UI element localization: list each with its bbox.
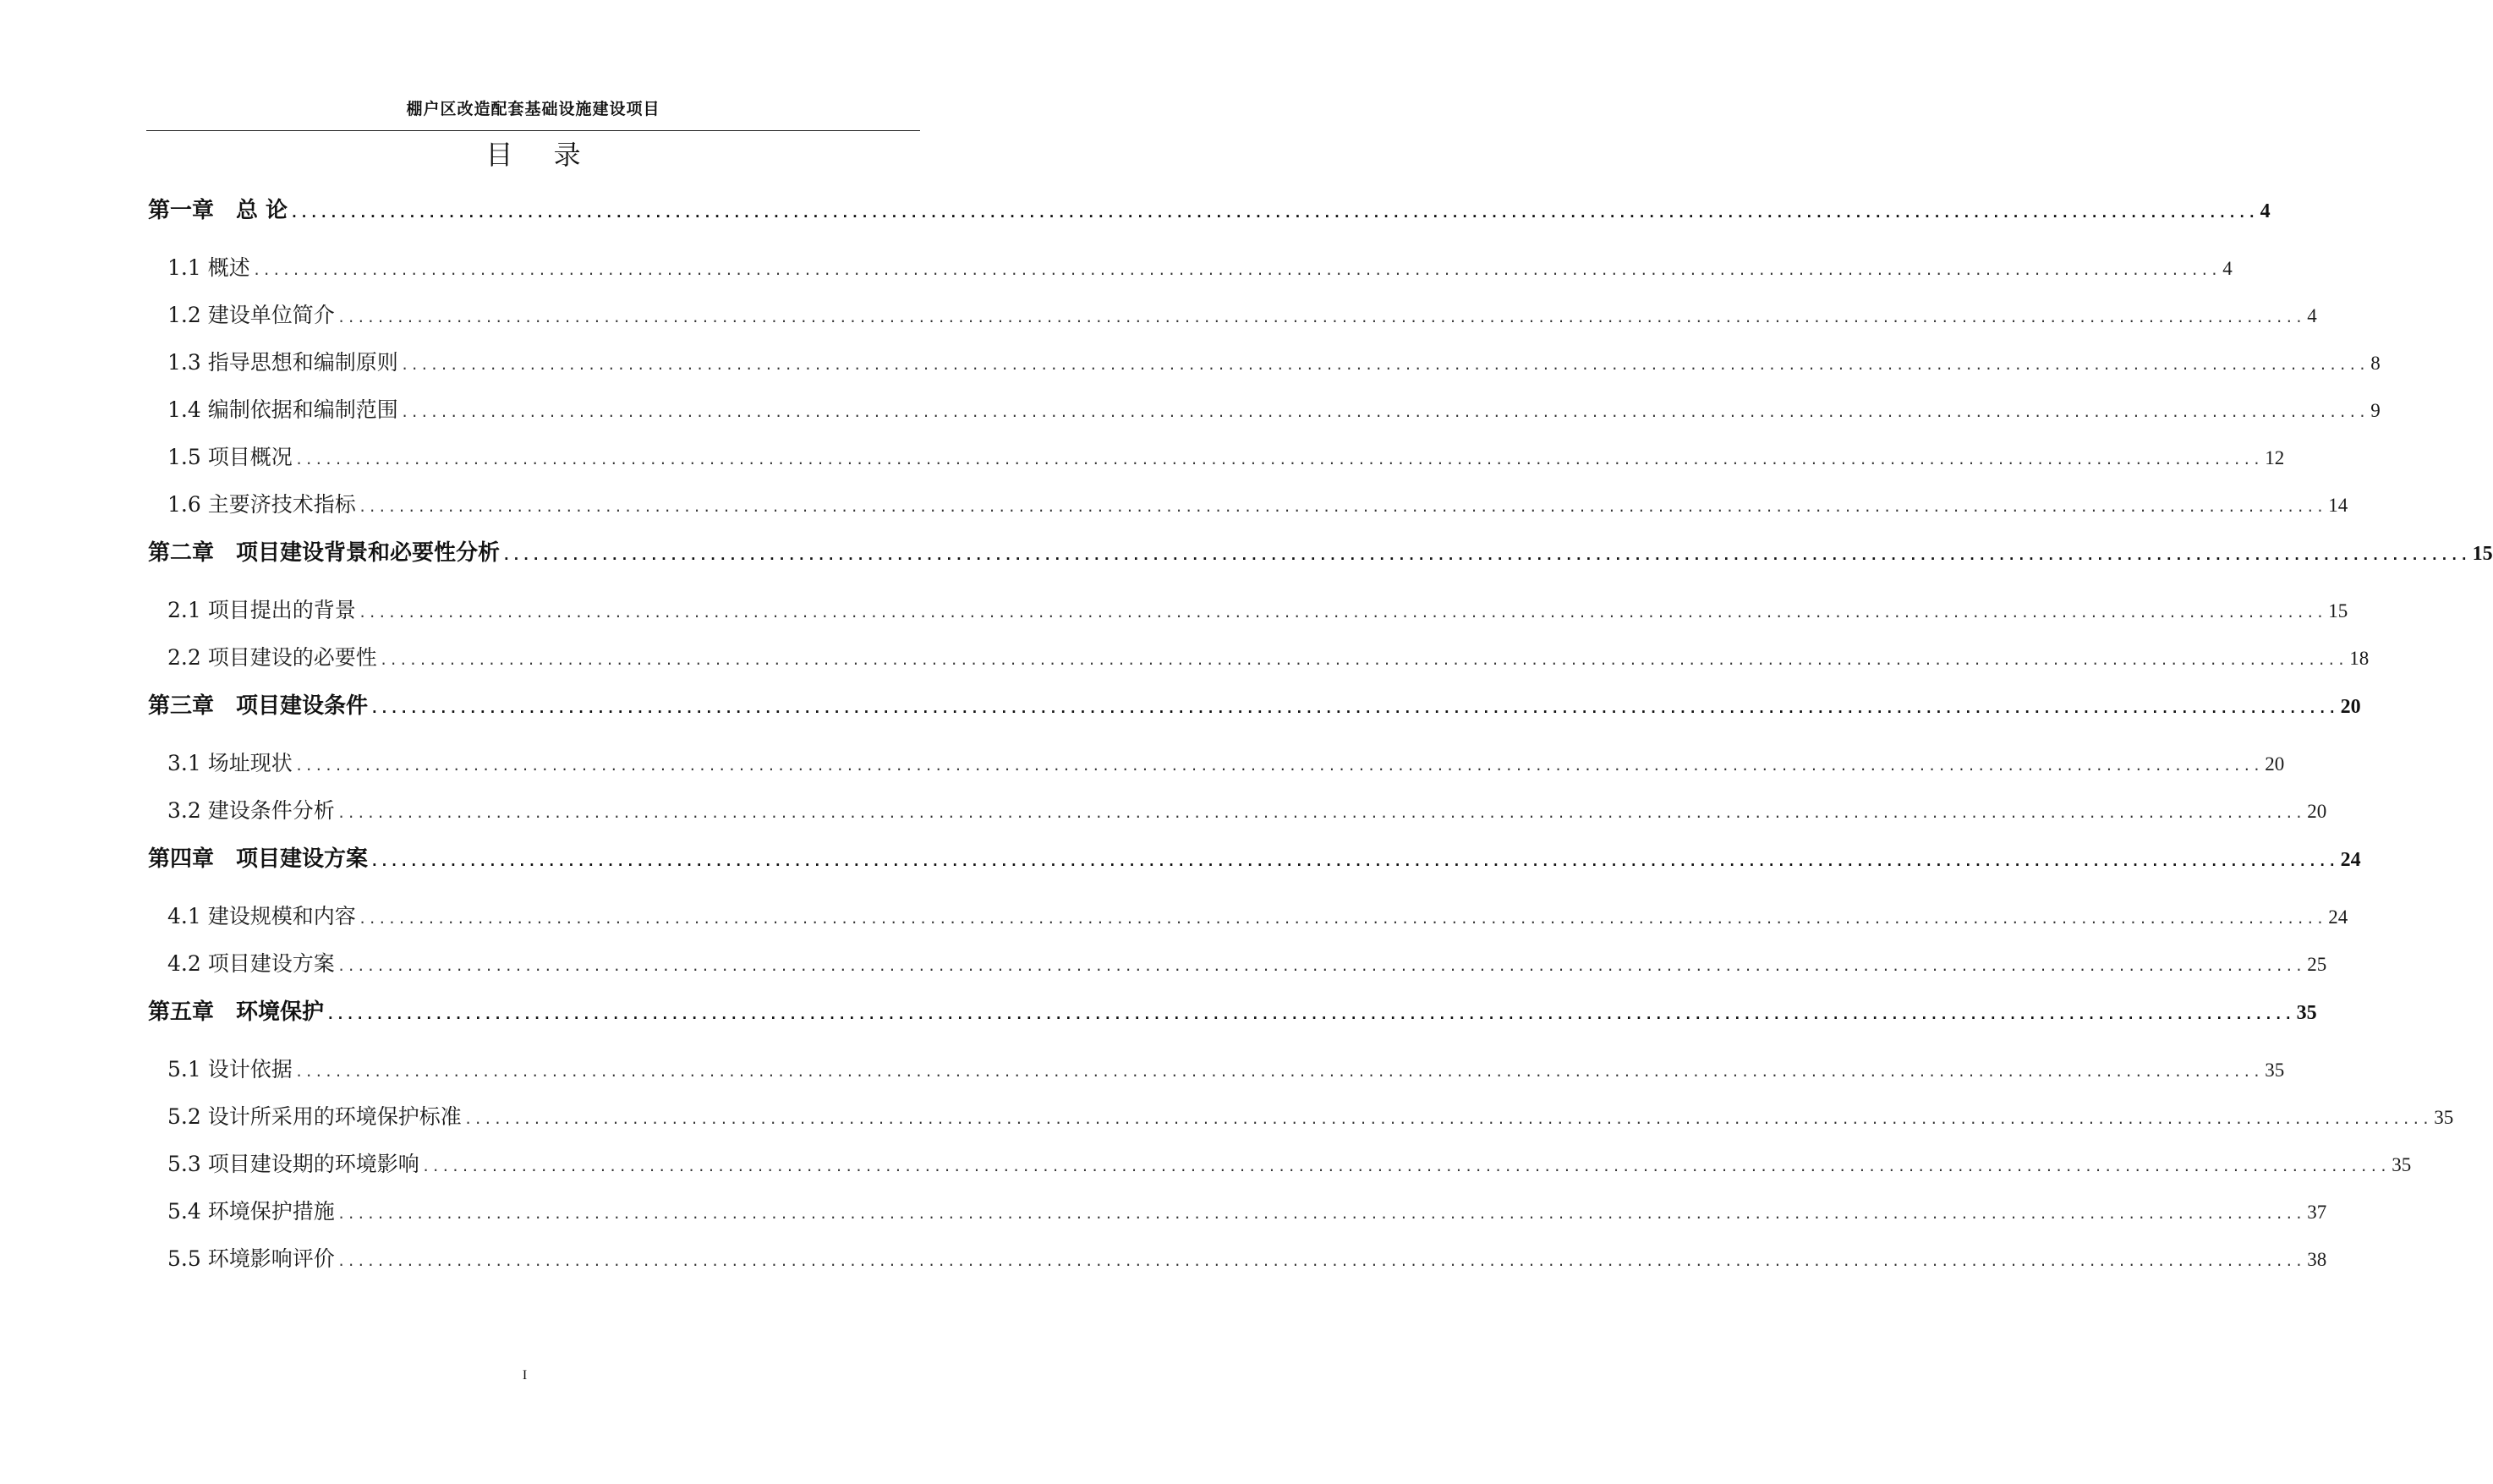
toc-section-entry[interactable] (146, 298, 2317, 346)
toc-entry-label: 第二章 项目建设背景和必要性分析 (148, 540, 501, 566)
toc-dot-leader: ........................................................................................................................................................................................................ (502, 547, 2470, 563)
toc-section-entry[interactable] (146, 1147, 2412, 1195)
toc-section-entry[interactable] (146, 1242, 2327, 1290)
toc-section-entry[interactable] (146, 947, 2327, 994)
toc-entry-page-number: 35 (2434, 1107, 2454, 1128)
toc-entry-page-number: 37 (2307, 1202, 2327, 1223)
toc-entry-page-number: 4 (2222, 258, 2233, 279)
toc-section-entry[interactable] (146, 1195, 2327, 1242)
toc-entry-page-number: 20 (2307, 801, 2327, 822)
toc-dot-leader: ........................................................................................................................................................................................................ (294, 758, 2263, 774)
toc-entry-label: 1.3 指导思想和编制原则 (167, 350, 398, 375)
toc-entry-page-number: 15 (2328, 600, 2348, 622)
toc-section-entry[interactable] (146, 641, 2370, 688)
toc-dot-leader: ........................................................................................................................................................................................................ (400, 404, 2369, 420)
toc-dot-leader: ........................................................................................................................................................................................................ (294, 452, 2263, 468)
toc-section-entry[interactable] (146, 488, 2348, 535)
toc-entry-label: 4.2 项目建设方案 (167, 951, 335, 976)
toc-section-entry[interactable] (146, 346, 2381, 393)
toc-entry-page-number: 20 (2340, 696, 2361, 718)
toc-dot-leader: ........................................................................................................................................................................................................ (358, 605, 2326, 621)
toc-entry-page-number: 12 (2265, 447, 2285, 468)
toc-dot-leader: ........................................................................................................................................................................................................ (337, 1253, 2305, 1269)
toc-entry-page-number: 24 (2328, 906, 2348, 928)
toc-entry-label: 第四章 项目建设方案 (148, 846, 369, 872)
toc-dot-leader: ........................................................................................................................................................................................................ (379, 652, 2348, 668)
toc-entry-page-number: 25 (2307, 954, 2327, 975)
toc-dot-leader: ........................................................................................................................................................................................................ (421, 1158, 2390, 1175)
toc-entry-page-number: 24 (2340, 849, 2361, 871)
toc-dot-leader: ........................................................................................................................................................................................................ (294, 1064, 2263, 1080)
toc-entry-label: 3.2 建设条件分析 (167, 798, 335, 823)
toc-entry-page-number: 14 (2328, 495, 2348, 516)
toc-dot-leader: ........................................................................................................................................................................................................ (290, 205, 2258, 221)
toc-entry-label: 1.5 项目概况 (167, 445, 293, 469)
toc-dot-leader: ........................................................................................................................................................................................................ (326, 1006, 2294, 1022)
toc-entry-page-number: 9 (2370, 400, 2381, 421)
toc-entry-label: 3.1 场址现状 (167, 751, 293, 775)
toc-section-entry[interactable] (146, 594, 2348, 641)
toc-entry-page-number: 35 (2265, 1060, 2285, 1081)
toc-list (146, 193, 2493, 1290)
toc-title: 目 录 (485, 139, 581, 171)
toc-dot-leader: ........................................................................................................................................................................................................ (337, 1206, 2305, 1222)
toc-dot-leader: ........................................................................................................................................................................................................ (358, 499, 2326, 515)
toc-dot-leader: ........................................................................................................................................................................................................ (400, 357, 2369, 373)
toc-entry-label: 2.2 项目建设的必要性 (167, 645, 377, 670)
toc-section-entry[interactable] (146, 900, 2348, 947)
toc-entry-label: 2.1 项目提出的背景 (167, 598, 356, 622)
toc-dot-leader: ........................................................................................................................................................................................................ (463, 1111, 2432, 1127)
toc-chapter-entry[interactable] (146, 193, 2271, 251)
toc-entry-label: 1.1 概述 (167, 255, 250, 280)
toc-entry-label: 5.5 环境影响评价 (167, 1246, 335, 1271)
page-number: I (522, 1368, 528, 1383)
toc-entry-label: 5.3 项目建设期的环境影响 (167, 1152, 419, 1176)
toc-entry-page-number: 15 (2472, 543, 2493, 565)
running-header-title: 棚户区改造配套基础设施建设项目 (406, 100, 660, 118)
toc-entry-label: 第五章 环境保护 (148, 999, 325, 1025)
toc-dot-leader: ........................................................................................................................................................................................................ (358, 911, 2326, 927)
toc-dot-leader: ........................................................................................................................................................................................................ (337, 805, 2305, 821)
toc-section-entry[interactable] (146, 1100, 2454, 1147)
toc-entry-label: 1.4 编制依据和编制范围 (167, 397, 398, 422)
toc-entry-label: 5.1 设计依据 (167, 1057, 293, 1082)
toc-section-entry[interactable] (146, 794, 2327, 841)
toc-section-entry[interactable] (146, 747, 2285, 794)
toc-entry-label: 第三章 项目建设条件 (148, 693, 369, 719)
toc-dot-leader: ........................................................................................................................................................................................................ (370, 700, 2338, 716)
toc-chapter-entry[interactable] (146, 994, 2317, 1053)
toc-dot-leader: ........................................................................................................................................................................................................ (337, 958, 2305, 974)
toc-entry-label: 5.4 环境保护措施 (167, 1199, 335, 1224)
toc-entry-page-number: 20 (2265, 753, 2285, 775)
header-divider (146, 130, 920, 131)
toc-entry-label: 第一章 总 论 (148, 198, 288, 223)
toc-entry-page-number: 4 (2307, 305, 2317, 326)
toc-entry-page-number: 8 (2370, 353, 2381, 374)
toc-dot-leader: ........................................................................................................................................................................................................ (337, 309, 2305, 326)
toc-chapter-entry[interactable] (146, 535, 2493, 594)
toc-dot-leader: ........................................................................................................................................................................................................ (370, 853, 2338, 869)
toc-entry-label: 4.1 建设规模和内容 (167, 904, 356, 928)
toc-section-entry[interactable] (146, 393, 2381, 441)
toc-section-entry[interactable] (146, 441, 2285, 488)
toc-section-entry[interactable] (146, 251, 2233, 298)
toc-chapter-entry[interactable] (146, 841, 2361, 900)
toc-entry-label: 1.6 主要济技术指标 (167, 492, 356, 517)
toc-entry-page-number: 18 (2349, 648, 2370, 669)
toc-entry-page-number: 35 (2392, 1154, 2412, 1175)
toc-entry-page-number: 38 (2307, 1249, 2327, 1270)
toc-section-entry[interactable] (146, 1053, 2285, 1100)
toc-chapter-entry[interactable] (146, 688, 2361, 747)
toc-entry-label: 1.2 建设单位简介 (167, 303, 335, 327)
toc-entry-label: 5.2 设计所采用的环境保护标准 (167, 1104, 462, 1129)
toc-entry-page-number: 35 (2296, 1002, 2317, 1024)
toc-dot-leader: ........................................................................................................................................................................................................ (252, 262, 2221, 278)
toc-entry-page-number: 4 (2260, 200, 2271, 222)
